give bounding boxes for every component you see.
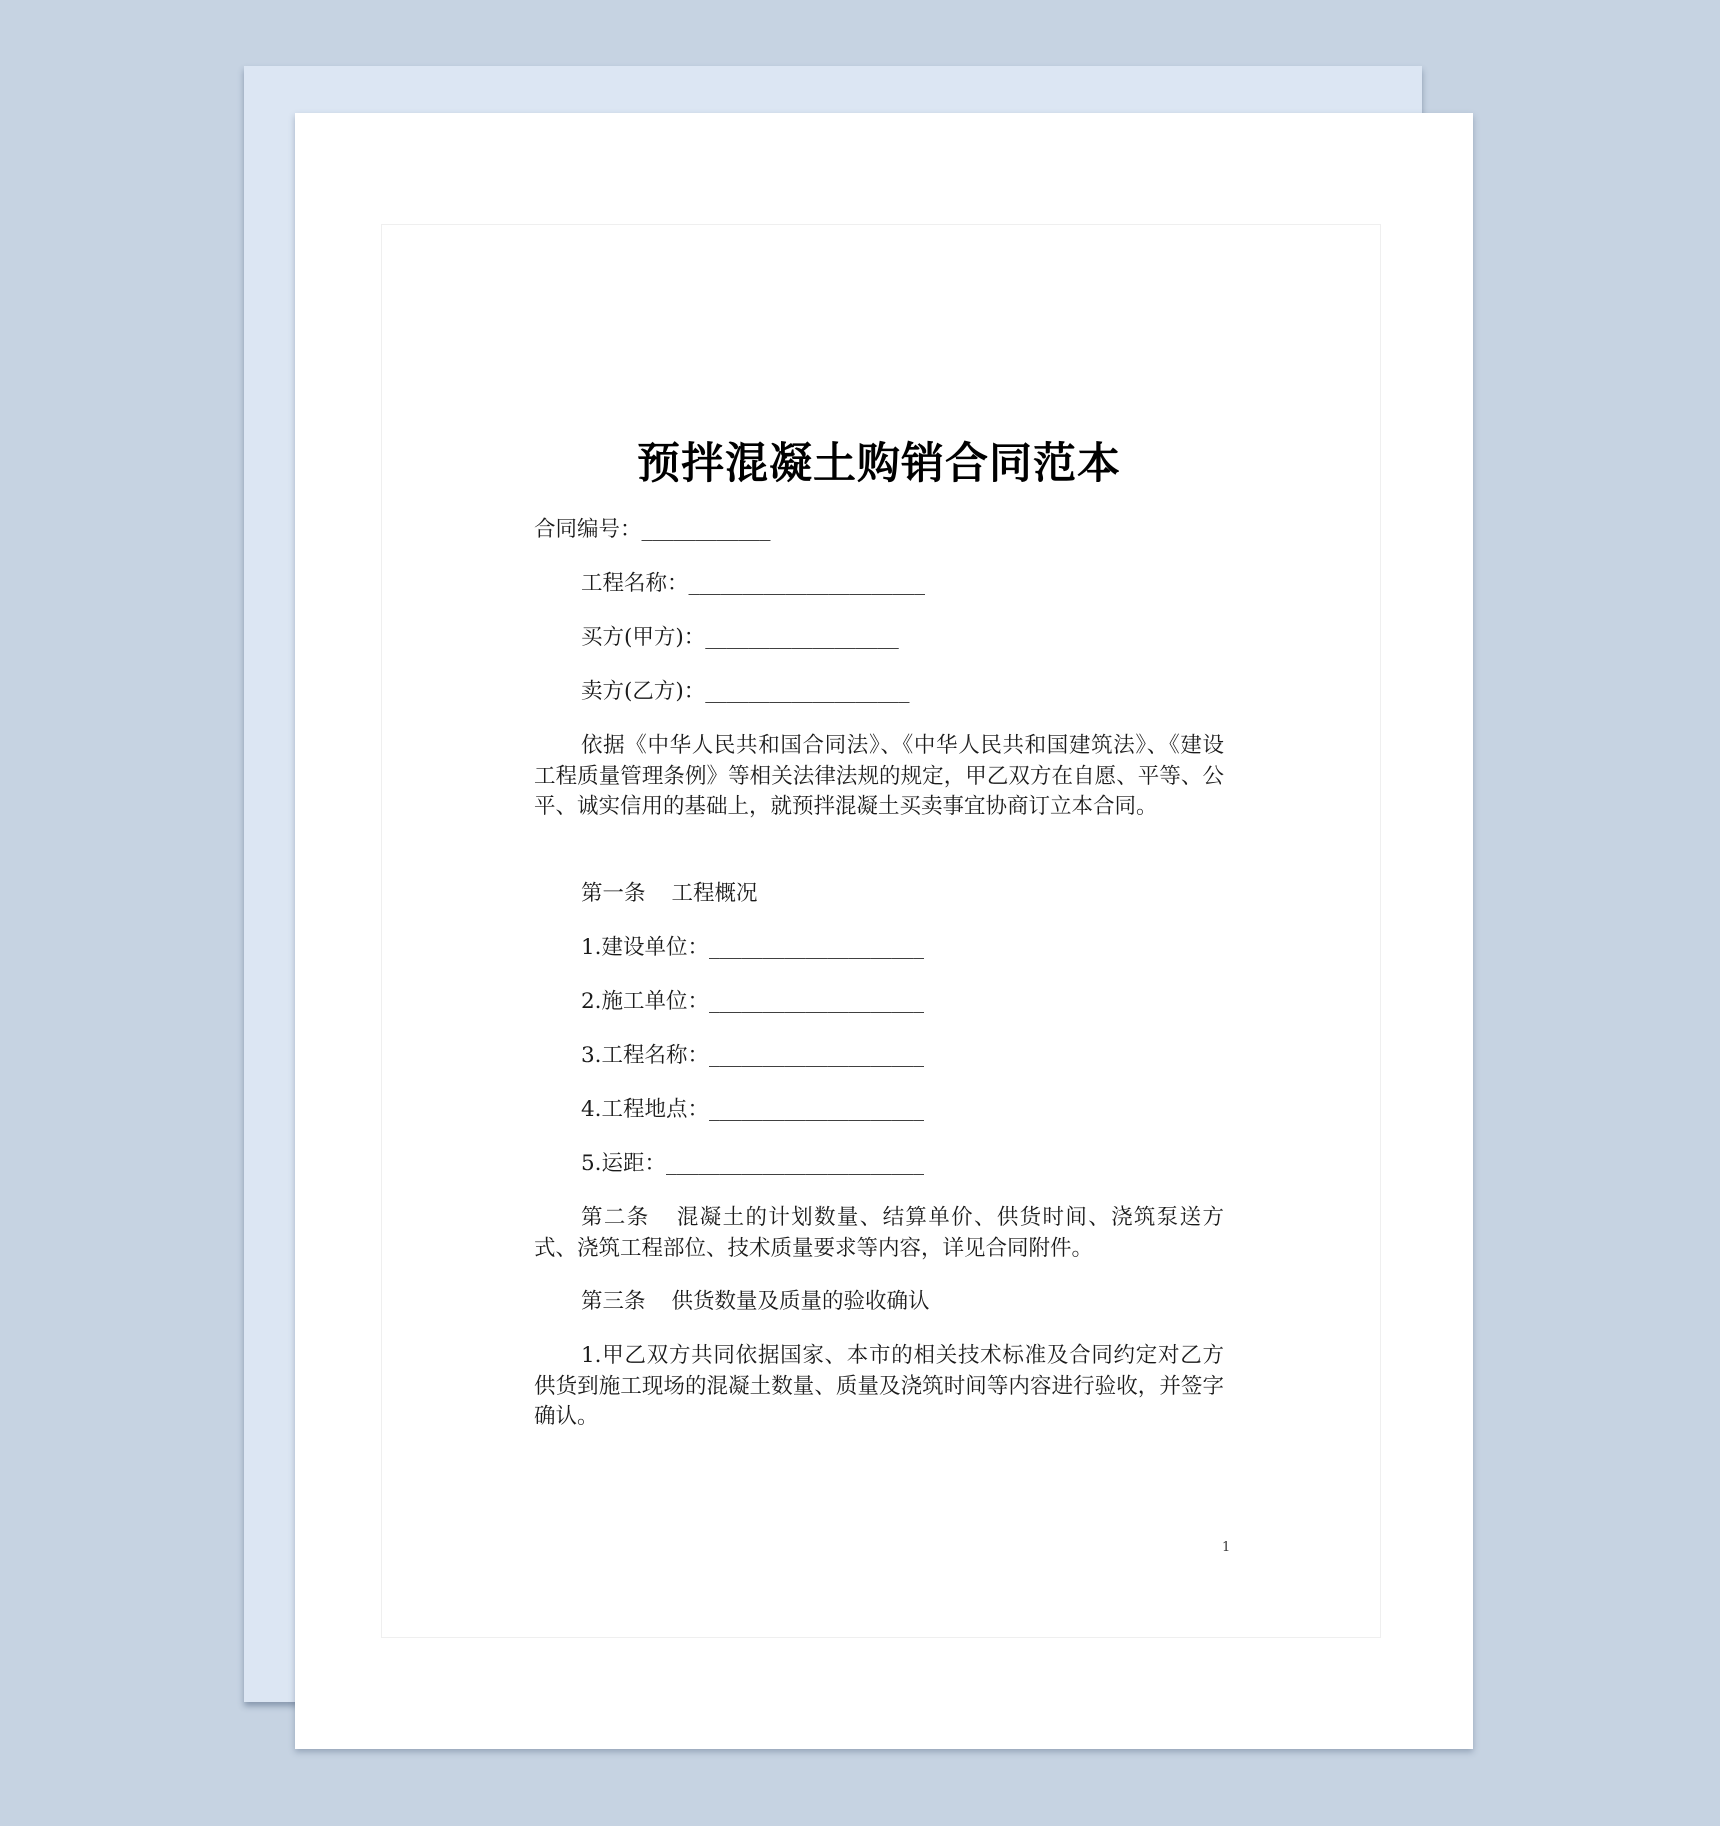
article-3-number: 第三条 bbox=[581, 1289, 646, 1314]
article-2-paragraph bbox=[534, 1203, 1224, 1264]
intro-paragraph: 依据《中华人民共和国合同法》、《中华人民共和国建筑法》、《建设工程质量管理条例》等相关法律法规的规定，甲乙双方在自愿、平等、公平、诚实信用的基础上，就预拌混凝土买卖事宜协商订立本合同。 bbox=[534, 733, 1224, 819]
article-1-item: 1.建设单位：____________________ bbox=[581, 935, 925, 960]
article-1-title: 工程概况 bbox=[671, 881, 758, 906]
article-2-text: 混凝土的计划数量、结算单价、供货时间、浇筑泵送方式、浇筑工程部位、技术质量要求等内容，详见合同附件。 bbox=[534, 1205, 1224, 1261]
page-number: 1 bbox=[1222, 1540, 1231, 1555]
article-2-number: 第二条 bbox=[581, 1205, 650, 1230]
article-3-item-1: 1.甲乙双方共同依据国家、本市的相关技术标准及合同约定对乙方供货到施工现场的混凝土数量、质量及浇筑时间等内容进行验收，并签字确认。 bbox=[534, 1343, 1224, 1429]
article-3-title: 供货数量及质量的验收确认 bbox=[671, 1289, 930, 1314]
document-title: 预拌混凝土购销合同范本 bbox=[637, 439, 1121, 489]
article-1-number: 第一条 bbox=[581, 881, 646, 906]
article-1-item: 5.运距：________________________ bbox=[581, 1151, 925, 1176]
buyer-field: 买方(甲方)：__________________ bbox=[581, 625, 899, 650]
article-1-item: 3.工程名称：____________________ bbox=[581, 1043, 925, 1068]
article-3-heading bbox=[581, 1287, 930, 1317]
seller-field: 卖方(乙方)：___________________ bbox=[581, 679, 910, 704]
article-1-item: 2.施工单位：____________________ bbox=[581, 989, 925, 1014]
article-1-heading bbox=[581, 879, 758, 909]
contract-number-field: 合同编号：____________ bbox=[534, 517, 771, 542]
project-name-field: 工程名称：______________________ bbox=[581, 571, 926, 596]
document-page bbox=[295, 113, 1473, 1749]
article-1-item: 4.工程地点：____________________ bbox=[581, 1097, 925, 1122]
